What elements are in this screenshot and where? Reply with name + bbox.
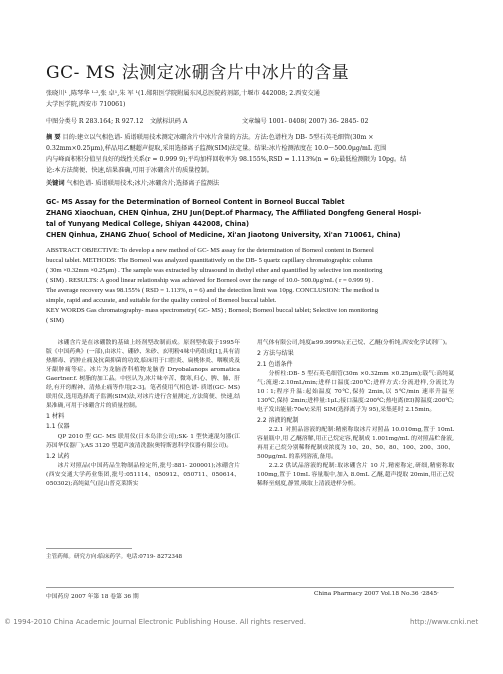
copyright-bar: [0, 618, 503, 628]
body-left-column: [46, 339, 240, 489]
footer-journal-en: China Pharmacy 2007 Vol.18 No.36 ·2845·: [314, 591, 439, 597]
footnote-divider: [46, 548, 132, 549]
chromatography-paragraph: 分析柱:DB- 5 型石英毛细管(30m ×0.32mm ×0.25μm);载气:高纯氦气;流速:2.10mL/min;进样口温度:200℃;进样方式:分流进样,分流比为 10∶1;程序升温:起始温度 70℃,保持 2min,以 5℃/min 速率升温至 130℃,保持 2min;进样量:1μL;接口温度:200℃;热电离(EI)源温度:200℃;电子发出能量:70eV;采用 SIM(选择离子为 95),采集延时 2.15min。: [257, 370, 454, 413]
reagents-paragraph-cont: 用气体有限公司,纯度≥99.999%);正己烷、乙醚(分析纯,西安化学试剂厂)。: [257, 340, 451, 346]
keywords-cn-label: 关键词: [46, 180, 65, 187]
footer-journal-cn: 中国药房 2007 年第 18 卷第 36 期: [46, 594, 139, 600]
english-abstract-line-2: buccal tablet. METHODS: The Borneol was analyzed quantitatively on the DB- 5 quartz capillary chromatographic column: [46, 257, 373, 264]
abstract-cn-line-1: [46, 134, 374, 142]
section-heading-methods: 2 方法与结果: [257, 349, 294, 357]
copyright-notice: © 1994-2010 China Academic Journal Electronic Publishing House. All rights reserved.: [4, 618, 306, 626]
english-affiliation-1: tal of Yunyang Medical College, Shiyan 442008, China): [46, 220, 249, 228]
subsection-heading-solutions: 2.2 溶液的配制: [257, 416, 299, 424]
english-authors-1: ZHANG Xiaochuan, CHEN Qinhua, ZHU Jun(Dept.of Pharmacy, The Affiliated Dongfeng General Hospi-: [46, 209, 422, 217]
keywords-cn: [46, 180, 219, 188]
section-heading-materials: 1 材料: [46, 412, 65, 420]
english-title: GC- MS Assay for the Determination of Borneol Content in Borneol Buccal Tablet: [46, 198, 345, 206]
english-authors-2: CHEN Qinhua, ZHANG Zhuo( School of Medicine, Xi'an Jiaotong University, Xi'an 710061, China): [46, 231, 401, 239]
reagents-paragraph: 冰片对照品(中国药品生物制品检定所,批号:881- 200001);冰硼含片(西安交通大学药业集团,批号:051114、050912、050711、050614、050302);高纯氦气(昆山普克莱斯实: [46, 463, 240, 488]
reference-solution-paragraph: 2.2.1 对照品溶液的配制:精密称取冰片对照品 10.010mg,置于 10mL 容量瓶中,用 乙醚溶解,用正己烷定容,配制成 1.001mg/mL 的对照品贮备液,再用正己烷分别稀释配制成浓度为 10、20、50、80、100、200、300、500μg/mL 的系列溶液,备用。: [257, 427, 454, 461]
english-abstract-line-3: ( 30m ×0.32mm ×0.25μm) . The sample was extracted by ultrasound in diethyl ether and quantified by selective ion monitoring: [46, 267, 383, 274]
affiliation-line: 大学医学院,西安市 710061): [46, 101, 126, 108]
instruments-paragraph: QP 2010 型 GC- MS 联用仪(日本岛津公司);SK- 1 型快速混匀器(江苏国华仪器厂);AS 3120 型超声波清洗器(奥特斯恩科学仪器有限公司)。: [46, 433, 240, 449]
keywords-cn-text: 气相色谱- 质谱联用技术;冰片;冰硼含片;选择离子监测法: [66, 180, 220, 187]
footer-divider: [46, 587, 454, 588]
abstract-cn-line-4: 论:本方法简便、快速,结果准确,可用于冰硼含片的质量控制。: [46, 167, 213, 174]
subsection-heading-chromatography: 2.1 色谱条件: [257, 360, 293, 368]
abstract-cn-line-3: 内与峰面积积分值呈良好的线性关系(r = 0.999 9);平均加样回收率为 98.155%,RSD = 1.113%(n = 6);最低检测限为 10pg。结: [46, 156, 407, 163]
article-id: 文章编号 1001- 0408( 2007) 36- 2845- 02: [242, 118, 369, 125]
english-keywords: KEY WORDS Gas chromatography- mass spectrometry( GC- MS) ; Borneol; Borneol buccal tablet; Selective ion monitoring: [46, 307, 379, 314]
abstract-cn-line-2: 0.32mm×0.25μm),样品用乙醚超声提取,采用选择离子监测(SIM)法定量。结果:冰片检测浓度在 10.0～500.0μg/mL 范围: [46, 145, 387, 152]
subsection-heading-reagents: 1.2 试药: [46, 452, 70, 460]
abstract-cn-label: 摘 要: [46, 134, 61, 141]
english-keywords-cont: ( SIM): [46, 317, 64, 324]
english-abstract-line-4: ( SIM) . RESULTS: A good linear relationship was achieved for Borneol over the range of 10.0- 500.0μg/mL ( r = 0.999 9) .: [46, 277, 374, 284]
body-right-column: [257, 339, 454, 489]
article-title: GC- MS 法测定冰硼含片中冰片的含量: [46, 63, 350, 83]
sample-solution-paragraph: 2.2.2 供试品溶液的配制:取冰硼含片 10 片,精密称定,研细,精密称取 100mg,置于 10mL 容量瓶中,加入 8.0mL 乙醚,超声提取 20min,用正己烷稀释至刻度,静置,吸取上清液进样分析。: [257, 463, 454, 488]
document-code: 文献标识码 A: [150, 118, 188, 125]
author-line: 张晓川¹ ,陈琴华 ¹·²,张 卓¹,朱 军 ¹(1.郧阳医学院附属东风总医院药剂部,十堰市 442008; 2.西安交通: [46, 90, 320, 97]
cnki-link[interactable]: http://www.cnki.net: [410, 618, 479, 626]
english-abstract-line-1: ABSTRACT OBJECTIVE: To develop a new method of GC- MS assay for the determination of Borneol content in Borneol: [46, 247, 374, 254]
author-footnote: 主管药师。研究方向:临床药学。电话:0719- 8272348: [46, 554, 183, 560]
subsection-heading-instruments: 1.1 仪器: [46, 423, 70, 431]
abstract-cn-text: 目的:建立以气相色谱- 质谱联用技术测定冰硼含片中冰片含量的方法。方法:色谱柱为 DB- 5型石英毛细管(30m ×: [62, 134, 374, 141]
clc-number: 中图分类号 R 283.164; R 927.12: [46, 118, 144, 125]
english-abstract-line-5: The average recovery was 98.155% ( RSD = 1.113%, n = 6) and the detection limit was 10pg. CONCLUSION: The method is: [46, 287, 380, 294]
english-abstract-line-6: simple, rapid and accurate, and suitable for the quality control of Borneol buccal tablet.: [46, 297, 277, 304]
intro-paragraph: 冰硼含片是在冰硼散的基础上经剂型改制而成。原剂型收载于1995年版《中国药典》(一部),由冰片、硼砂、朱砂、玄明粉4味中药组成[1],具有清热解毒、消肿止痛及抗菌抑菌的功效,临床用于口腔炎、扁桃体炎、咽喉炎及牙龈肿痛等症。冰片为龙脑香科植物龙脑香 Dryobalanops aromatica Gaertner.f. 树脂的加工品。中医认为,冰片味辛苦、微寒,归心、脾、肺、肝经,有开窍醒神、清热止痛等作用[2-3]。笔者使用气相色谱- 质谱(GC- MS)联用仪,选用选择离子监测(SIM)法,对冰片进行含量测定,方法简便、快速,结果准确,可用于冰硼含片的质量控制。: [46, 340, 241, 409]
